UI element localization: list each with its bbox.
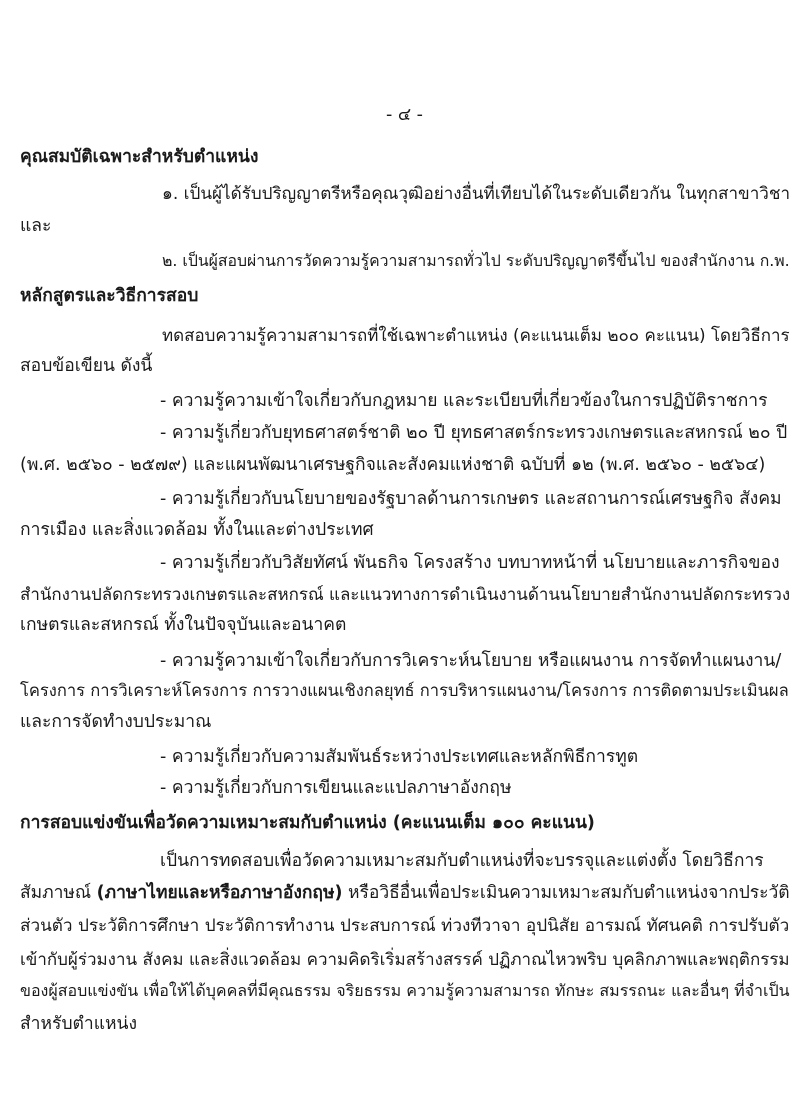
suitability-paragraph-2 xyxy=(20,882,790,905)
exam-topic-vision-cont-2: เกษตรและสหกรณ์ ทั้งในปัจจุบันและอนาคต xyxy=(20,615,347,635)
exam-topic-diplomacy: - ความรู้เกี่ยวกับความสัมพันธ์ระหว่างประเทศและหลักพิธีการทูต xyxy=(160,747,639,767)
page-number: - ๔ - xyxy=(386,105,423,125)
exam-topic-policy-cont: การเมือง และสิ่งแวดล้อม ทั้งในและต่างประเทศ xyxy=(20,520,374,540)
curriculum-heading: หลักสูตรและวิธีการสอบ xyxy=(20,286,199,306)
exam-topic-vision-cont-1: สำนักงานปลัดกระทรวงเกษตรและสหกรณ์ และแนวทางการดำเนินงานด้านนโยบายสำนักงานปลัดกระทรวง xyxy=(20,584,791,604)
suitability-paragraph-5: ของผู้สอบแข่งขัน เพื่อให้ได้บุคคลที่มีคุณธรรม จริยธรรม ความรู้ความสามารถ ทักษะ สมรรถนะ และอื่นๆ ที่จำเป็น xyxy=(20,981,790,1000)
suitability-paragraph-6: สำหรับตำแหน่ง xyxy=(20,1014,138,1034)
suitability-language-text: (ภาษาไทยและหรือภาษาอังกฤษ) xyxy=(96,883,343,903)
exam-topic-english: - ความรู้เกี่ยวกับการเขียนและแปลภาษาอังกฤษ xyxy=(160,778,512,798)
exam-topic-analysis: - ความรู้ความเข้าใจเกี่ยวกับการวิเคราะห์นโยบาย หรือแผนงาน การจัดทำแผนงาน/ xyxy=(160,651,782,671)
suitability-paragraph-1: เป็นการทดสอบเพื่อวัดความเหมาะสมกับตำแหน่งที่จะบรรจุและแต่งตั้ง โดยวิธีการ xyxy=(160,851,764,871)
qualification-item-2: ๒. เป็นผู้สอบผ่านการวัดความรู้ความสามารถทั่วไป ระดับปริญญาตรีขึ้นไป ของสำนักงาน ก.พ. xyxy=(162,251,790,270)
suitability-heading: การสอบแข่งขันเพื่อวัดความเหมาะสมกับตำแหน่ง (คะแนนเต็ม ๑๐๐ คะแนน) xyxy=(20,813,595,833)
exam-topic-vision: - ความรู้เกี่ยวกับวิสัยทัศน์ พันธกิจ โครงสร้าง บทบาทหน้าที่ นโยบายและภารกิจของ xyxy=(160,553,780,573)
exam-topic-strategy-cont: (พ.ศ. ๒๕๖๐ - ๒๕๗๙) และแผนพัฒนาเศรษฐกิจและสังคมแห่งชาติ ฉบับที่ ๑๒ (พ.ศ. ๒๕๖๐ - ๒๕๖๔) xyxy=(20,455,766,475)
exam-topic-analysis-cont-2: และการจัดทำงบประมาณ xyxy=(20,712,212,732)
suitability-paragraph-3: ส่วนตัว ประวัติการศึกษา ประวัติการทำงาน ประสบการณ์ ท่วงทีวาจา อุปนิสัย อารมณ์ ทัศนคติ การปรับตัว xyxy=(20,916,790,936)
curriculum-intro: ทดสอบความรู้ความสามารถที่ใช้เฉพาะตำแหน่ง (คะแนนเต็ม ๒๐๐ คะแนน) โดยวิธีการ xyxy=(162,325,790,345)
exam-topic-analysis-cont-1: โครงการ การวิเคราะห์โครงการ การวางแผนเชิงกลยุทธ์ การบริหารแผนงาน/โครงการ การติดตามประเมินผล xyxy=(20,681,789,700)
qualification-item-1: ๑. เป็นผู้ได้รับปริญญาตรีหรือคุณวุฒิอย่างอื่นที่เทียบได้ในระดับเดียวกัน ในทุกสาขาวิชา xyxy=(162,184,791,204)
curriculum-intro-cont: สอบข้อเขียน ดังนี้ xyxy=(20,356,153,376)
suitability-paragraph-4: เข้ากับผู้ร่วมงาน สังคม และสิ่งแวดล้อม ความคิดริเริ่มสร้างสรรค์ ปฏิภาณไหวพริบ บุคลิกภาพและพฤติกรรม xyxy=(20,949,790,969)
qualification-item-1-cont: และ xyxy=(20,216,52,236)
exam-topic-law: - ความรู้ความเข้าใจเกี่ยวกับกฎหมาย และระเบียบที่เกี่ยวข้องในการปฏิบัติราชการ xyxy=(160,391,768,411)
exam-topic-strategy: - ความรู้เกี่ยวกับยุทธศาสตร์ชาติ ๒๐ ปี ยุทธศาสตร์กระทรวงเกษตรและสหกรณ์ ๒๐ ปี xyxy=(160,423,788,443)
qualifications-heading: คุณสมบัติเฉพาะสำหรับตำแหน่ง xyxy=(20,147,259,167)
exam-topic-policy: - ความรู้เกี่ยวกับนโยบายของรัฐบาลด้านการเกษตร และสถานการณ์เศรษฐกิจ สังคม xyxy=(160,489,782,509)
suitability-method-text: หรือวิธีอื่นเพื่อประเมินความเหมาะสมกับตำแหน่งจากประวัติ xyxy=(342,883,790,903)
suitability-interview-text: สัมภาษณ์ xyxy=(20,883,97,903)
